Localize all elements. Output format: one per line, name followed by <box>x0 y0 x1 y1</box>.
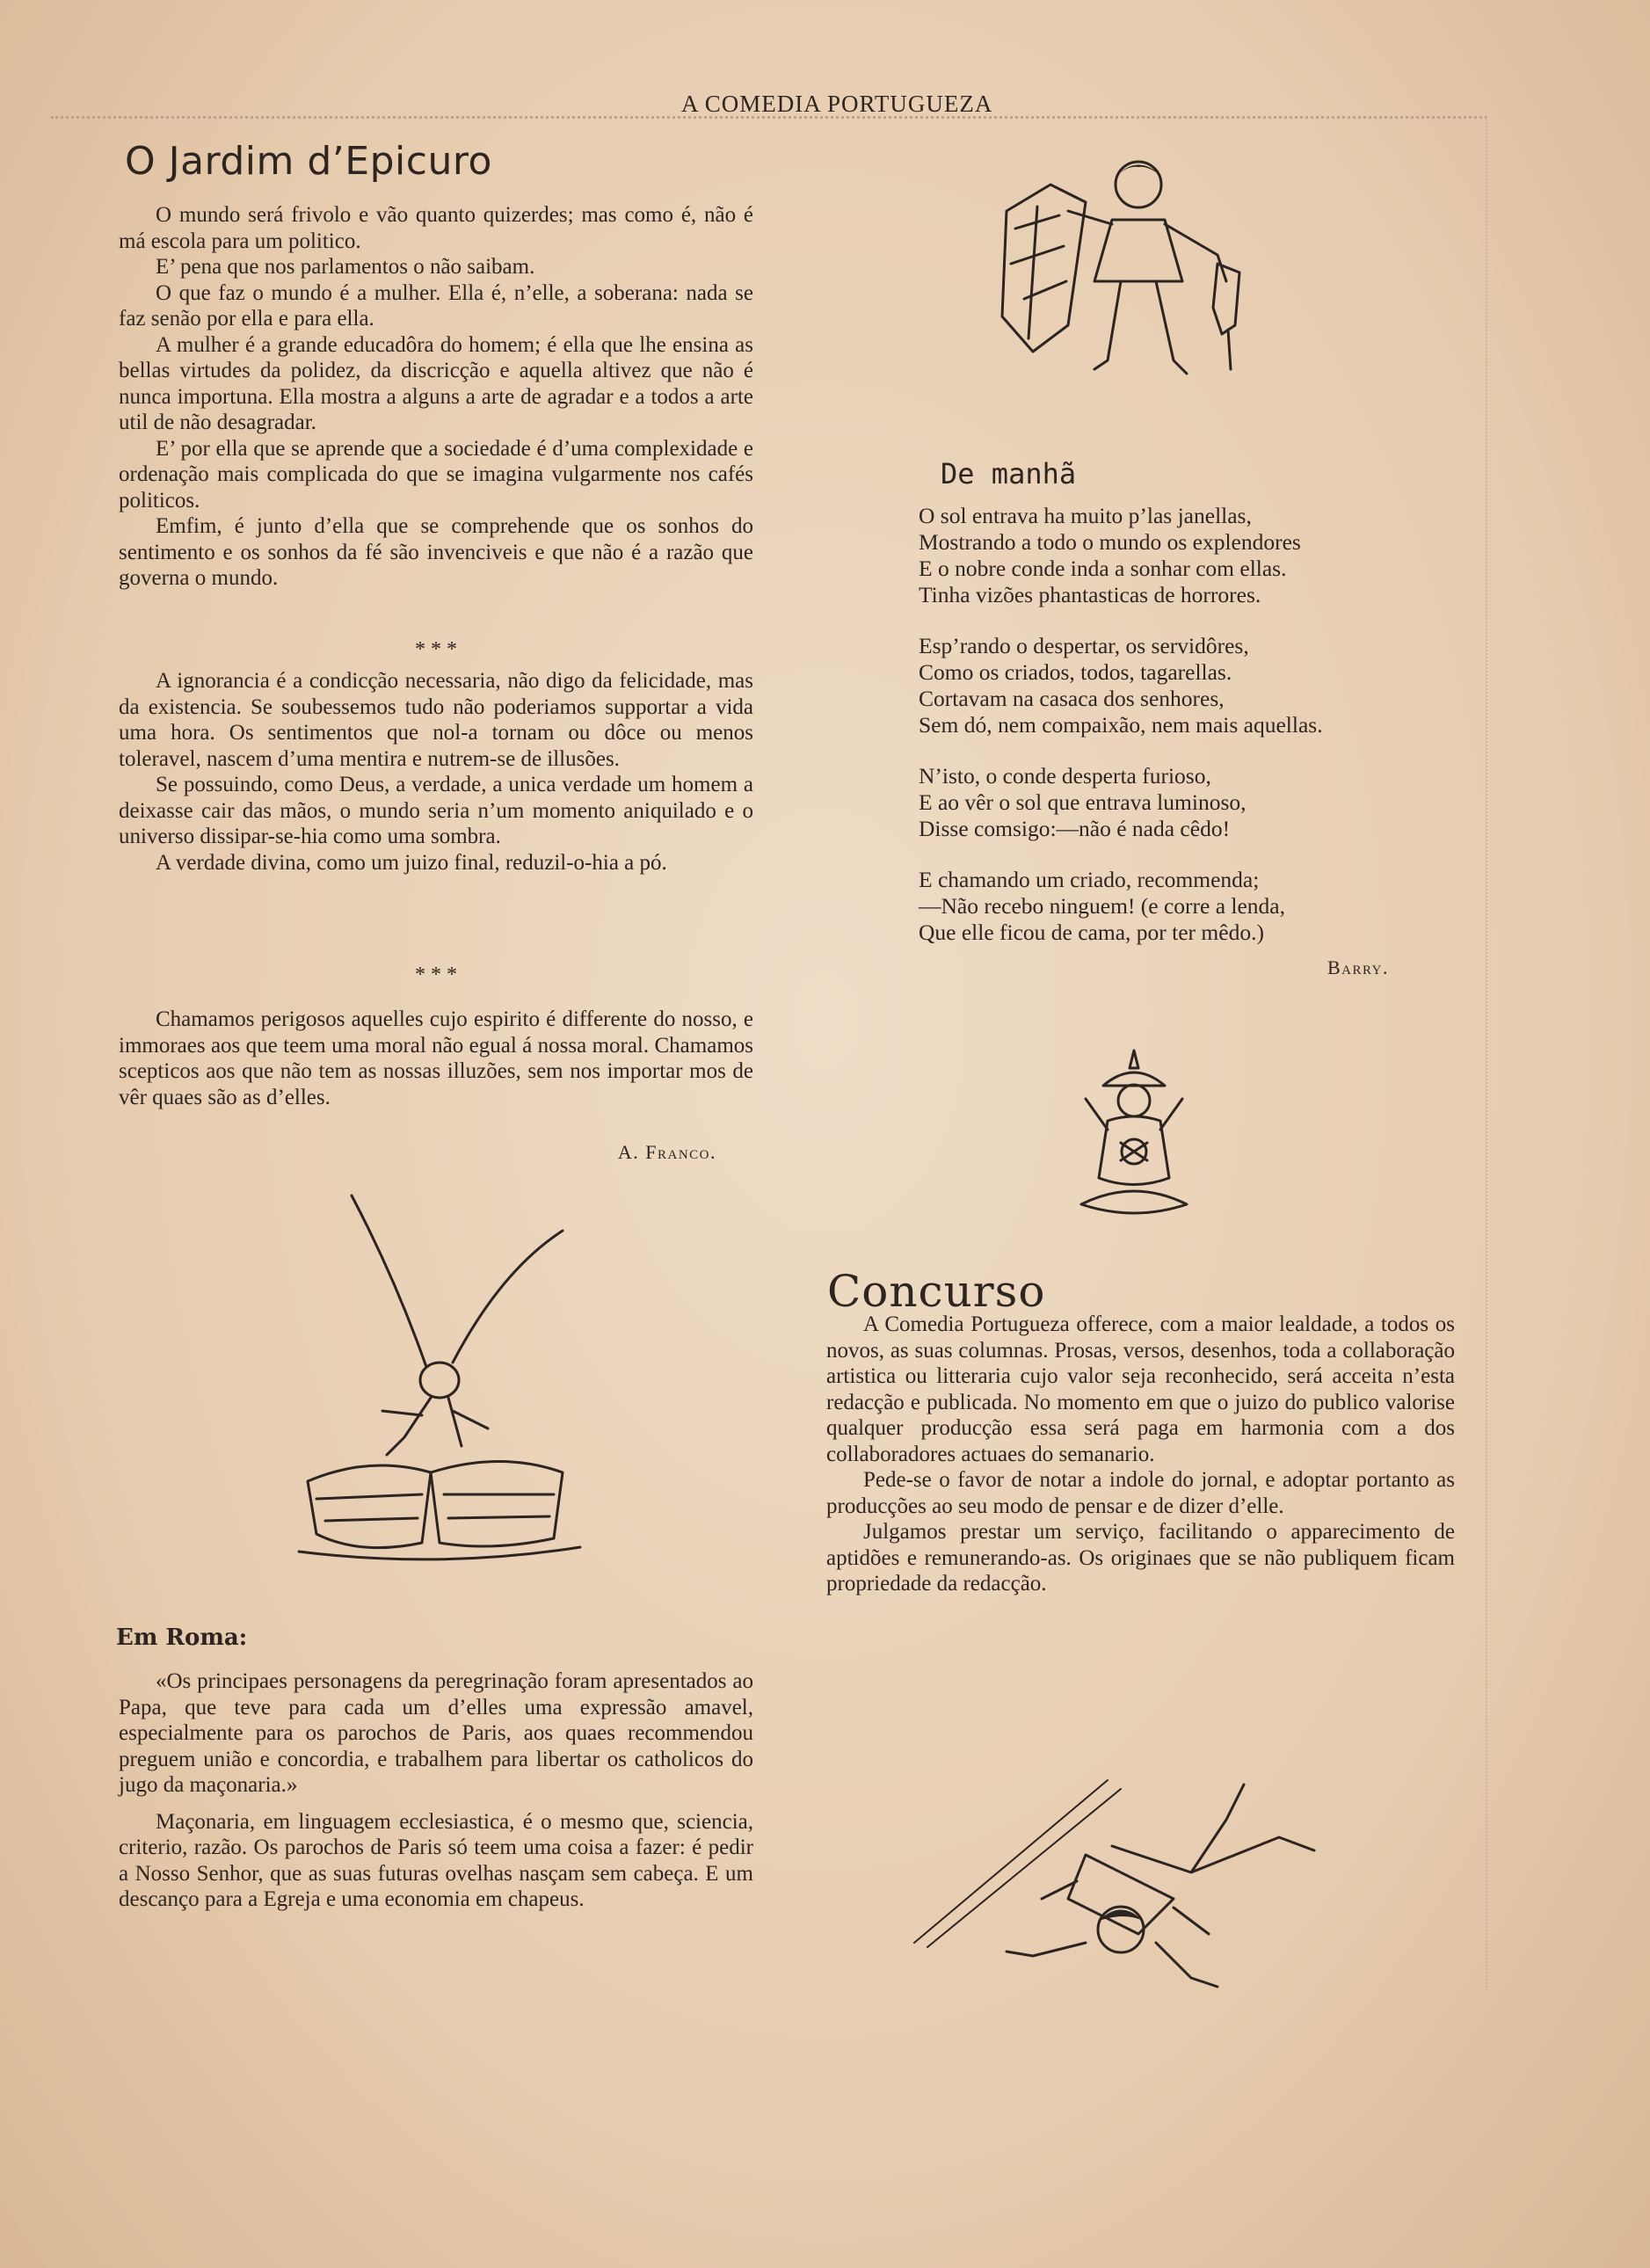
concurso-body <box>826 1312 1455 1597</box>
roma-body <box>119 1668 753 1913</box>
epicuro-paragraph: E’ pena que nos parlamentos o não saibam. <box>156 255 535 279</box>
poem-body <box>919 503 1446 970</box>
epicuro-signature: A. Franco. <box>617 1141 716 1163</box>
epicuro-paragraph: O que faz o mundo é a mulher. Ella é, n’elle, a soberana: nada se faz senão por ella e para ella. <box>119 280 753 331</box>
poem-stanza <box>919 633 1446 738</box>
poem-line: N’isto, o conde desperta furioso, <box>919 763 1211 789</box>
insect-with-boats-illustration <box>299 1191 580 1569</box>
poem-stanza <box>919 867 1446 946</box>
poem-line: E chamando um criado, recommenda; <box>919 867 1260 892</box>
concurso-paragraph: Julgamos prestar um serviço, facilitando o apparecimento de aptidões e remunerando-as. Os originaes que se não publiquem ficam propriedade da redacção. <box>826 1520 1455 1596</box>
roma-paragraph: «Os principaes personagens da peregrinação foram apresentados ao Papa, que teve para cada um d’elles uma expressão amavel, especialmente para os parochos de Paris, aos quaes recommendou preguem união e concordia, e trabalhem para libertar os catholicos do jugo da maçonaria.» <box>119 1669 753 1797</box>
poem-line: Mostrando a todo o mundo os explendores <box>919 529 1301 555</box>
poem-line: Esp’rando o despertar, os servidôres, <box>919 633 1249 658</box>
epicuro-paragraph: E’ por ella que se aprende que a sociedade é d’uma complexidade e ordenação mais complicada do que se imagina vulgarmente nos cafés politicos. <box>119 436 753 512</box>
poem-line: E o nobre conde inda a sonhar com ellas. <box>919 556 1287 581</box>
poem-line: Como os criados, todos, tagarellas. <box>919 659 1232 685</box>
epicuro-body <box>119 202 753 592</box>
concurso-paragraph: Pede-se o favor de notar a indole do jornal, e adoptar portanto as producções ao seu modo de pensar e de dizer d’elle. <box>826 1468 1455 1518</box>
poem-stanza <box>919 763 1446 842</box>
section-separator: * * * <box>415 638 457 661</box>
epicuro-paragraph: Se possuindo, como Deus, a verdade, a unica verdade um homem a deixasse cair das mãos, o mundo seria n’um momento aniquilado e o universo dissipar-se-hia como uma sombra. <box>119 773 753 848</box>
poem-line: O sol entrava ha muito p’las janellas, <box>919 503 1252 528</box>
running-header: A COMEDIA PORTUGUEZA <box>681 91 993 117</box>
poem-line: Sem dó, nem compaixão, nem mais aquellas. <box>919 712 1323 738</box>
epicuro-paragraph: A ignorancia é a condicção necessaria, não digo da felicidade, mas da existencia. Se soubessemos tudo não poderiamos supportar a vida uma hora. Os sentimentos que nol-a tornam ou dôce ou menos toleravel, nascem d’uma mentira e nutrem-se de illusões. <box>119 669 753 771</box>
seated-idol-illustration <box>1068 1046 1200 1231</box>
epicuro-paragraph: Chamamos perigosos aquelles cujo espirito é differente do nosso, e immoraes aos que teem uma moral não egual á nossa moral. Chamamos scepticos aos que não tem as nossas illuzões, sem nos importar mos de vêr quaes são as d’elles. <box>119 1007 753 1109</box>
poem-title: De manhã <box>941 457 1077 491</box>
poem-line: —Não recebo ninguem! (e corre a lenda, <box>919 893 1286 919</box>
epicuro-paragraph: Emfim, é junto d’ella que se comprehende que os sonhos do sentimento e os sonhos da fé são invenciveis e que não é a razão que governa o mundo. <box>119 514 753 590</box>
poem-stanza <box>919 503 1446 608</box>
poem-line: Disse comsigo:—não é nada cêdo! <box>919 816 1231 841</box>
poem-line: Tinha vizões phantasticas de horrores. <box>919 582 1261 607</box>
concurso-title: Concurso <box>827 1266 1046 1317</box>
epicuro-paragraph: O mundo será frivolo e vão quanto quizerdes; mas como é, não é má escola para um politico. <box>119 203 753 253</box>
section-separator: * * * <box>415 963 457 986</box>
poem-line: Que elle ficou de cama, por ter mêdo.) <box>919 920 1264 945</box>
poem-line: E ao vêr o sol que entrava luminoso, <box>919 789 1247 815</box>
epicuro-body-3 <box>119 1007 753 1110</box>
poem-signature: Barry. <box>1327 956 1389 978</box>
poem-line: Cortavam na casaca dos senhores, <box>919 686 1225 711</box>
concurso-paragraph: A Comedia Portugueza offerece, com a maior lealdade, a todos os novos, as suas columnas. Prosas, versos, desenhos, toda a collaboração artistica ou litteraria cujo valor seja reconhecido, será acceita n’esta redacção e publicada. No momento em que o juizo do publico valorise qualquer producção essa será paga em harmonia com a dos collaboradores actuaes do semanario. <box>826 1312 1455 1466</box>
fallen-figure-illustration <box>910 1767 1323 2004</box>
epicuro-body-2 <box>119 668 753 876</box>
roma-title: Em Roma: <box>116 1625 248 1651</box>
epicuro-paragraph: A mulher é a grande educadôra do homem; é ella que lhe ensina as bellas virtudes da polidez, da discricção e aquella altivez que não é nunca importuna. Ella mostra a alguns a arte de agradar e a todos a arte util de não desagradar. <box>119 332 753 434</box>
epicuro-paragraph: A verdade divina, como um juizo final, reduzil-o-hia a pó. <box>156 850 667 875</box>
boy-with-cloth-illustration <box>998 149 1288 404</box>
roma-paragraph: Maçonaria, em linguagem ecclesiastica, é o mesmo que, sciencia, criterio, razão. Os parochos de Paris só teem uma coisa a fazer: é pedir a Nosso Senhor, que as suas futuras ovelhas nasçam sem cabeça. E um descanço para a Egreja e uma economia em chapeus. <box>119 1809 753 1911</box>
epicuro-title: O Jardim d’Epicuro <box>125 139 492 184</box>
